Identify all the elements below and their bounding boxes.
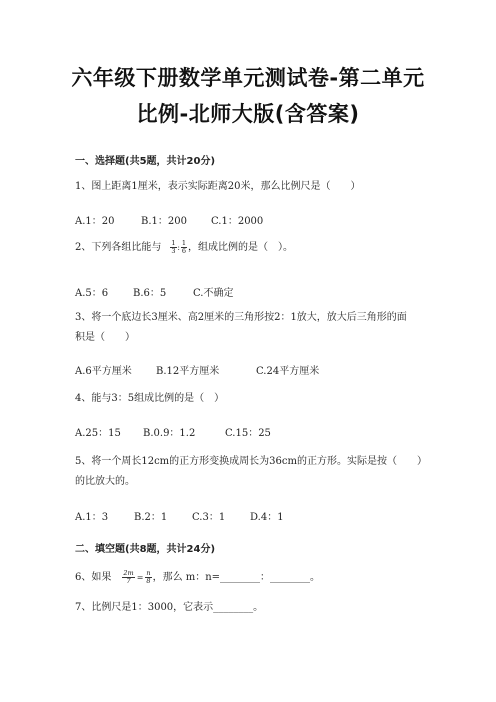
question-5-line2: 的比放大的。 — [75, 476, 135, 487]
q2-option-c: C.不确定 — [193, 288, 234, 299]
q2-fraction-1: $\frac{1}{3}$ — [171, 239, 176, 255]
q1-option-a: A.1：20 — [75, 216, 115, 227]
question-1-options — [75, 212, 263, 227]
q3-option-b: B.12平方厘米 — [156, 366, 220, 377]
document-title-line2: 比例-北师大版(含答案) — [136, 102, 360, 126]
question-3-line1: 3、将一个底边长3厘米、高2厘米的三角形按2：1放大，放大后三角形的面 — [75, 312, 407, 323]
question-5-options — [75, 508, 284, 523]
q6-suffix: ，那么 m：n=________：________。 — [152, 572, 321, 583]
q6-fraction-2: $\frac{n}{8}$ — [146, 569, 151, 585]
question-3-options — [75, 362, 319, 377]
question-4-text: 4、能与3：5组成比例的是（ ） — [75, 393, 225, 404]
q1-option-b: B.1：200 — [141, 216, 187, 227]
question-7-text: 7、比例尺是1：3000，它表示________。 — [75, 602, 264, 613]
q3-option-c: C.24平方厘米 — [256, 366, 320, 377]
document-title-line1: 六年级下册数学单元测试卷-第二单元 — [71, 66, 425, 90]
q2-option-a: A.5：6 — [75, 288, 109, 299]
q2-prefix: 2、下列各组比能与 — [75, 242, 162, 253]
q5-option-a: A.1：3 — [75, 512, 109, 523]
q6-prefix: 6、如果 — [75, 572, 112, 583]
question-2-text: 2、下列各组比能与 $\frac{1}{3}$ : $\frac{1}{6}$ ，组成比例的是（ ）。 — [75, 239, 294, 255]
q2-suffix: ，组成比例的是（ ）。 — [188, 242, 294, 253]
section2-heading: 二、填空题(共8题，共计24分) — [75, 544, 216, 555]
q5-option-d: D.4：1 — [250, 512, 284, 523]
q4-option-c: C.15：25 — [225, 428, 271, 439]
q2-fraction-2: $\frac{1}{6}$ — [181, 239, 187, 255]
question-1-text: 1、图上距离1厘米，表示实际距离20米，那么比例尺是（ ） — [75, 181, 361, 192]
q5-option-c: C.3：1 — [192, 512, 226, 523]
q4-option-a: A.25：15 — [75, 428, 121, 439]
question-2-options — [75, 284, 233, 299]
question-4-options — [75, 424, 271, 439]
q4-option-b: B.0.9：1.2 — [143, 428, 196, 439]
section1-heading: 一、选择题(共5题，共计20分) — [75, 156, 216, 167]
question-5-line1: 5、将一个周长12cm的正方形变换成周长为36cm的正方形。实际是按（ ） — [75, 456, 427, 467]
q2-option-b: B.6：5 — [133, 288, 167, 299]
question-3-line2: 积是（ ） — [75, 332, 135, 343]
q6-fraction-1: $\frac{2m}{7}$ — [123, 569, 134, 585]
question-6-text: 6、如果 $\frac{2m}{7}$ = $\frac{n}{8}$ ，那么 m：n=________：________。 — [75, 569, 321, 585]
q1-option-c: C.1：2000 — [211, 216, 264, 227]
q3-option-a: A.6平方厘米 — [75, 366, 132, 377]
q5-option-b: B.2：1 — [134, 512, 168, 523]
